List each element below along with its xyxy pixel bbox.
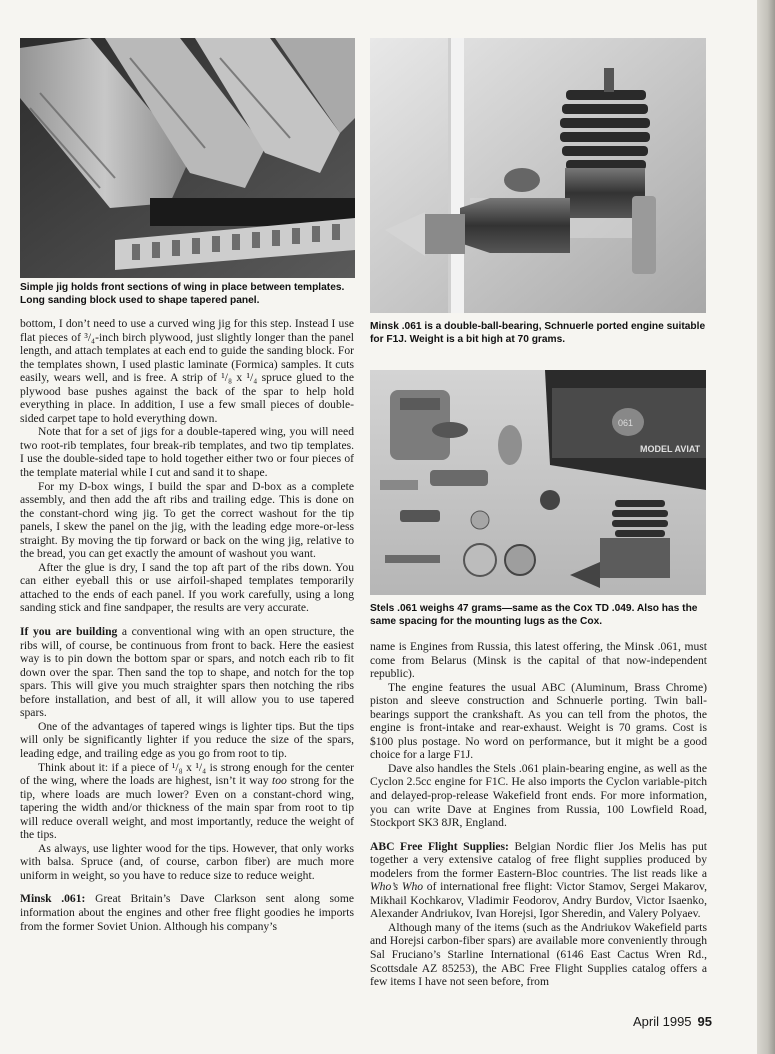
run-in-head: Minsk .061: <box>20 892 86 906</box>
box-number: 061 <box>618 418 634 428</box>
paragraph: Think about it: if a piece of ¹/₈ x ¹/₄ is strong enough for the center of the wing, where the loads are highest, isn’t it way too strong for the tip, where loads are much lower? Even on a constant-chord wing, tapering the width and/or thickness of the main spar from root to tip will reduce overall weight, and most importantly, reduce the weight of the tips. <box>20 760 354 842</box>
jig-photo <box>20 38 355 278</box>
left-text-column <box>20 317 354 933</box>
page-footer <box>633 1014 712 1029</box>
page-number: 95 <box>697 1014 712 1029</box>
run-in-head: ABC Free Flight Supplies: <box>370 839 509 853</box>
jig-photo-caption: Simple jig holds front sections of wing in place between templates. Long sanding block used to shape tapered panel. <box>20 282 345 306</box>
paragraph: One of the advantages of tapered wings is lighter tips. But the tips will only be significantly lighter if you reduce the size of the spars, leading edge, and trailing edge as you go from root to tip. <box>20 719 354 760</box>
page-edge <box>757 0 775 1054</box>
run-in-head: If you are building <box>20 625 118 639</box>
paragraph: Note that for a set of jigs for a double-tapered wing, you will need two root-rib templates, four break-rib templates, and two tip templates. I use the double-sided tape to hold together either two or four pieces of the template material while I cut and sand it to shape. <box>20 425 354 480</box>
stels-engine-caption: Stels .061 weighs 47 grams—same as the Cox TD .049. Also has the same spacing for the mounting lugs as the Cox. <box>370 603 698 627</box>
paragraph: Although many of the items (such as the Andriukov Wakefield parts and Horejsi carbon-fiber spars) are available more conveniently through Sal Fruciano’s Starline International (6146 East Cactus Wren Rd., Scottsdale AZ 85253), the ABC Free Flight Supplies catalog offers a few items I have not seen before, from <box>370 920 707 989</box>
right-text-column <box>370 640 707 989</box>
box-label: MODEL AVIAT <box>640 444 701 454</box>
paragraph: For my D-box wings, I build the spar and D-box as a complete assembly, and then add the aft ribs and trailing edge. This is done on the constant-chord wing jig. To get the correct washout for the tip panels, I skew the panel on the jig, with the leading edge more-or-less straight. By moving the tip forward or back on the wing jig, relative to the bread, you can get exactly the amount of washout you want. <box>20 479 354 561</box>
paragraph: ABC Free Flight Supplies: Belgian Nordic flier Jos Melis has put together a very extensive catalog of free flight supplies produced by modelers from the former Eastern-Bloc countries. The list reads like a Who’s Who of international free flight: Victor Stamov, Sergei Makarov, Mikhail Kochkarov, Vladimir Feodorov, Andry Burdov, Victor Isaenko, Alexander Andriukov, Ivan Horejsi, Igor Sheredin, and Valery Polyaev. <box>370 839 708 921</box>
minsk-engine-photo <box>370 38 706 313</box>
paragraph: name is Engines from Russia, this latest offering, the Minsk .061, must come from Belarus (Minsk is the capital of that now-independent republic). <box>370 640 707 681</box>
paragraph: Minsk .061: Great Britain’s Dave Clarkson sent along some information about the engines and other free flight goodies he imports from the former Soviet Union. Although his company’s <box>20 892 355 933</box>
paragraph: bottom, I don’t need to use a curved wing jig for this step. Instead I use flat pieces of ³/₄-inch birch plywood, just slightly longer than the panel length, and attach templates at each end to guide the sanding block. For the templates shown, I used plastic laminate (Formica) samples. It cuts easily, wears well, and is free. A strip of ¹/₈ x ¹/₄ spruce glued to the plywood base pushes against the back of the spar to help hold everything in place. In addition, I use a few small pieces of double-sided carpet tape to hold everything down. <box>20 317 354 425</box>
paragraph: If you are building a conventional wing with an open structure, the ribs will, of course, be continuous from front to back. Here the easiest way is to pin down the bottom spar or spars, and notch each rib to fit down over the spar. Then sand the top to shape, and notch for the top spars. This will give you much straighter spars then notching the ribs before installation, and best of all, it will allow you to use tapered spars. <box>20 625 354 720</box>
stels-parts-photo <box>370 370 706 595</box>
paragraph: After the glue is dry, I sand the top aft part of the ribs down. You can either eyeball this or use airfoil-shaped templates temporarily attached to the ends of each panel. If you work carefully, using a long sanding stick and fine sandpaper, the results are very accurate. <box>20 560 354 615</box>
paragraph: Dave also handles the Stels .061 plain-bearing engine, as well as the Cyclon 2.5cc engine for F1C. He also imports the Cyclon variable-pitch and delayed-prop-release Wakefield front ends. For more information, you can write Dave at Engines from Russia, 100 Lowfield Road, Stockport SK3 8JR, England. <box>370 761 707 830</box>
paragraph: As always, use lighter wood for the tips. However, that only works with balsa. Spruce (and, of course, carbon fiber) are much more uniform in weight, so you have to reduce size to reduce weight. <box>20 841 354 882</box>
minsk-engine-caption: Minsk .061 is a double-ball-bearing, Schnuerle ported engine suitable for F1J. Weight is a bit high at 70 grams. <box>370 321 706 345</box>
paragraph: The engine features the usual ABC (Aluminum, Brass Chrome) piston and sleeve construction and Schnuerle porting. Twin ball-bearings support the crankshaft. As you can tell from the photos, the engine is front-intake and rear-exhaust. Weight is 70 grams. Cost is $100 plus postage. No word on performance, but it might be a good choice for a large F1J. <box>370 680 707 762</box>
issue-date: April 1995 <box>632 1014 692 1029</box>
